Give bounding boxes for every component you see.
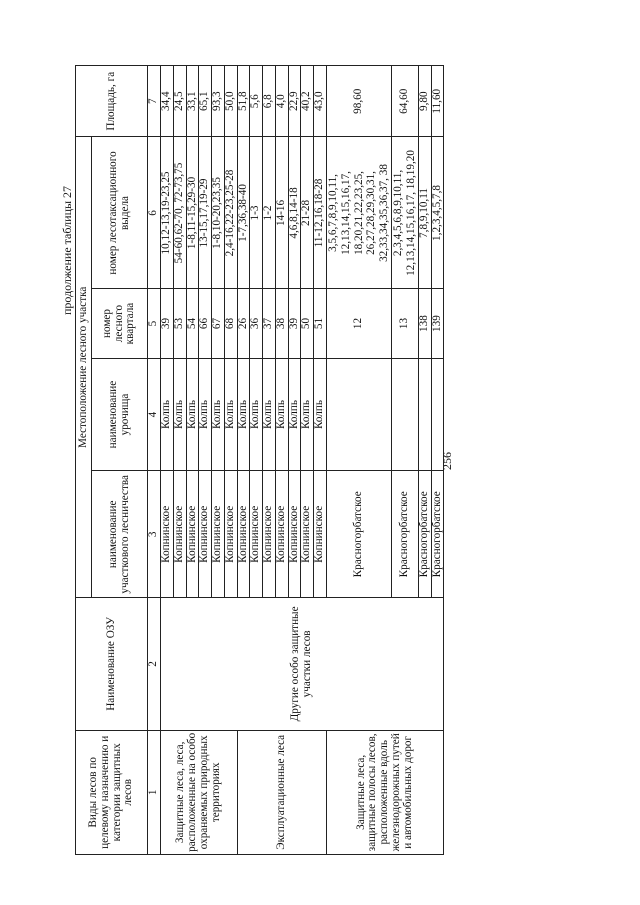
col-number: 7 <box>148 66 161 137</box>
header-ozu: Наименование ОЗУ <box>76 598 148 730</box>
col-number: 2 <box>148 598 161 730</box>
table-row: Копнинское Колпь 51 11-12,16,18-28 43,0 <box>314 66 327 855</box>
header-quarter: номер лесного квартала <box>92 289 148 358</box>
table-row: Копнинское Колпь 36 1-3 5,6 <box>250 66 263 855</box>
col-number: 5 <box>148 289 161 358</box>
table-row: Копнинское Колпь 54 1-8,11-15,29-30 33,1 <box>186 66 199 855</box>
col-number: 3 <box>148 471 161 598</box>
group-exploitation: Эксплуатационные леса <box>237 730 326 854</box>
header-forestry: наименование участкового лесничества <box>92 471 148 598</box>
group-protective-oopt: Защитные леса, леса, расположенные на особо охраняемых природных территориях <box>161 730 238 854</box>
forest-table <box>75 65 444 855</box>
table-row: Копнинское Колпь 53 54-60,62-70, 72-73,75 24,5 <box>173 66 186 855</box>
continuation-note: продолжение таблицы 27 <box>60 185 74 315</box>
header-forest-type: Виды лесов по целевому назначению и категории защитных лесов <box>76 730 148 854</box>
col-number: 6 <box>148 137 161 289</box>
header-location-group: Местоположение лесного участка <box>76 137 92 598</box>
header-tract: наименование урочища <box>92 358 148 471</box>
table-row: Копнинское Колпь 37 1-2 6,8 <box>263 66 276 855</box>
table-row: Красногорбатское 139 1,2,3,4,5,7,8 11,60 <box>431 66 444 855</box>
ozu-name: Другие особо защитные участки лесов <box>161 598 444 730</box>
col-number: 4 <box>148 358 161 471</box>
header-area: Площадь, га <box>76 66 148 137</box>
table-row: Копнинское Колпь 67 1-8,10-20,23,35 93,3 <box>212 66 225 855</box>
table-row: Защитные леса, леса, расположенные на особо охраняемых природных территориях Другие особо защитные участки лесов Копнинское Колпь 39 10,12-13,19-23,25 34,4 <box>161 66 174 855</box>
table-row: Копнинское Колпь 50 21-28 40,2 <box>301 66 314 855</box>
table-row: Красногорбатское 138 7,8,9,10,11 9,80 <box>418 66 431 855</box>
col-number: 1 <box>148 730 161 854</box>
table-row: Копнинское Колпь 68 2,4-16,22-23,25-28 50,0 <box>224 66 237 855</box>
table-row: Красногорбатское 13 2,3,4,5,6,8,9,10,11, 12,13,14,15,16,17, 18,19,20 64,60 <box>392 66 419 855</box>
table-row: Копнинское Колпь 39 4,6,8,14-18 22,9 <box>288 66 301 855</box>
table-row: Копнинское Колпь 66 13-15,17,19-29 65,1 <box>199 66 212 855</box>
page-number: 256 <box>440 452 454 470</box>
header-vydel: номер лесотаксационного выдела <box>92 137 148 289</box>
group-protective-roads: Защитные леса, защитные полосы лесов, расположенные вдоль железнодорожных путей и автомобильных дорог <box>326 730 444 854</box>
table-row: Эксплуатационные леса Копнинское Колпь 26 1-7,36,38-40 51,8 <box>237 66 250 855</box>
table-row: Защитные леса, защитные полосы лесов, расположенные вдоль железнодорожных путей и автомобильных дорог Красногорбатское 12 3,5,6,7,8,9,10,11, 12,13,14,15,16,17, 18,20,21,22,23,25, 26,27,28,29,30,31, 32,33,34,35,36,37, 38 98,60 <box>326 66 391 855</box>
table-row: Копнинское Колпь 38 14-16 4,0 <box>275 66 288 855</box>
